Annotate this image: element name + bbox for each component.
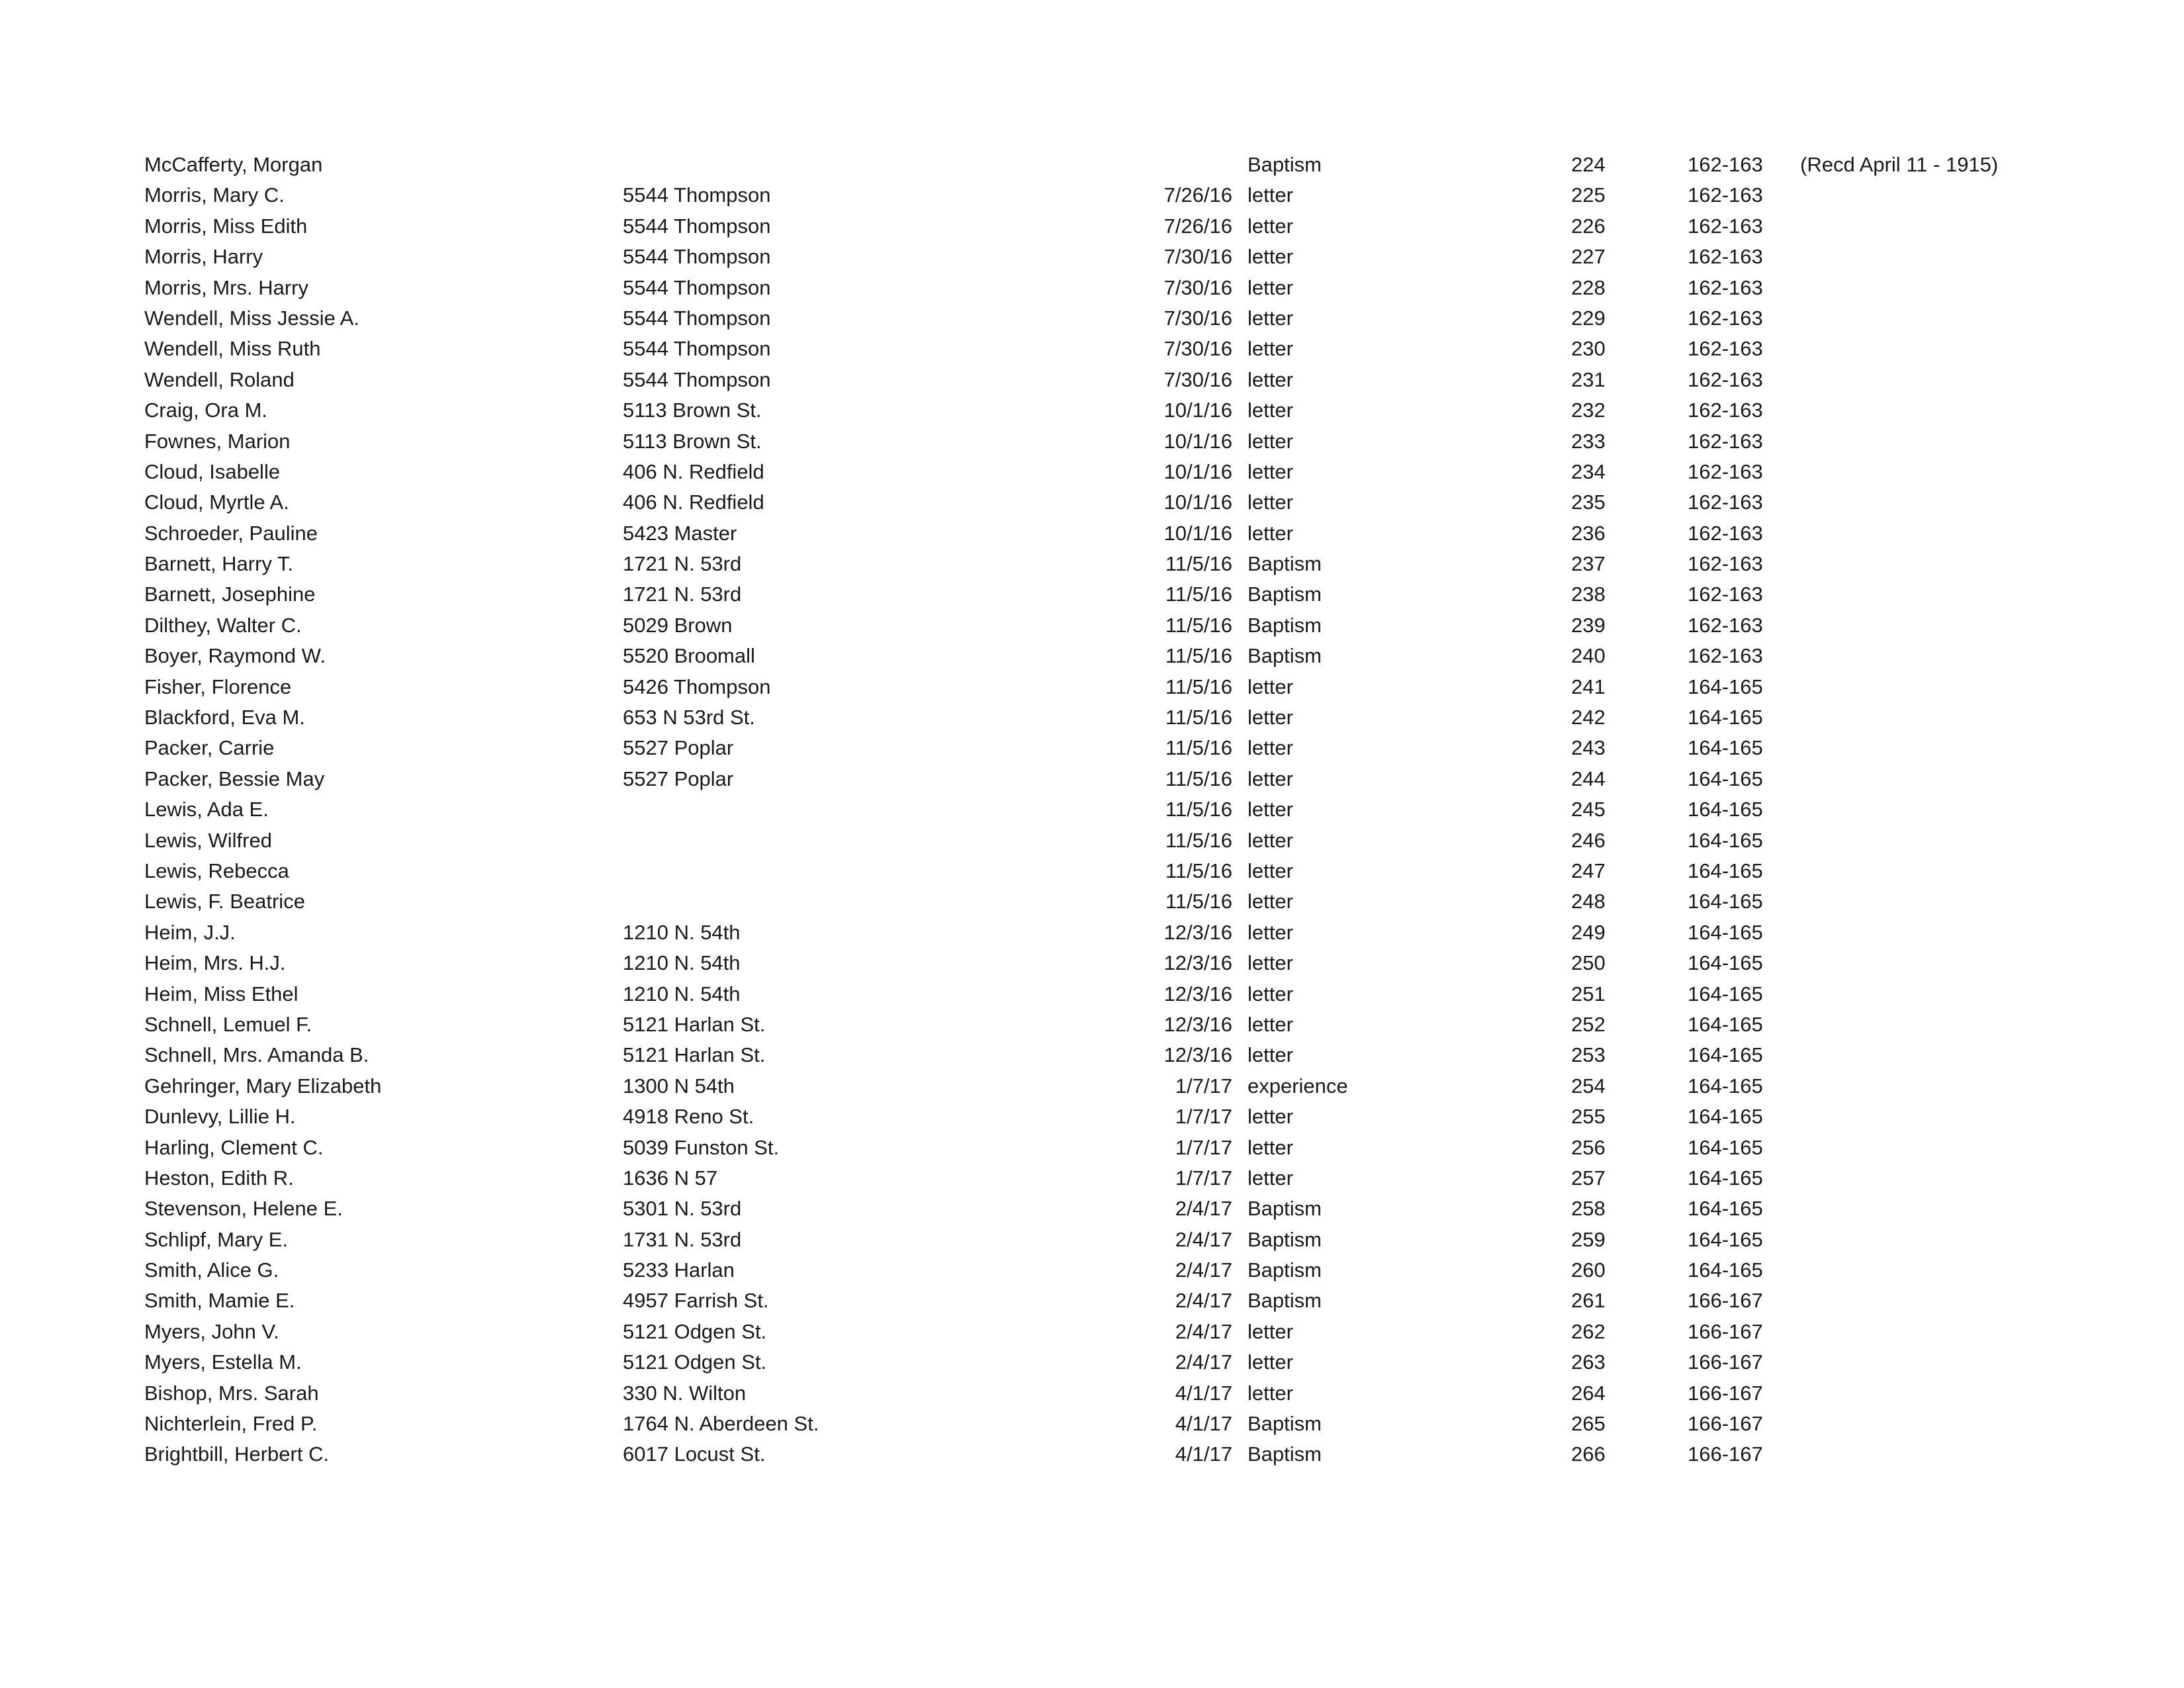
- register-row: [144, 1194, 2103, 1224]
- register-pages: 164-165: [1688, 1258, 1763, 1282]
- member-name: Lewis, F. Beatrice: [144, 890, 305, 914]
- register-row: [144, 825, 2103, 856]
- member-name: Gehringer, Mary Elizabeth: [144, 1074, 382, 1098]
- member-name: Heston, Edith R.: [144, 1166, 294, 1190]
- register-pages: 164-165: [1688, 1012, 1763, 1036]
- register-pages: 162-163: [1688, 367, 1763, 391]
- member-name: Wendell, Miss Ruth: [144, 337, 321, 361]
- member-number: 244: [1571, 767, 1606, 790]
- register-row: [144, 641, 2103, 671]
- register-pages: 164-165: [1688, 1135, 1763, 1159]
- register-pages: 162-163: [1688, 399, 1763, 422]
- register-row: [144, 487, 2103, 518]
- member-number: 239: [1571, 613, 1606, 637]
- register-row: [144, 948, 2103, 978]
- register-pages: 164-165: [1688, 675, 1763, 698]
- register-row: [144, 1133, 2103, 1163]
- received-date: 1/7/17: [1175, 1135, 1232, 1159]
- admission-type: letter: [1248, 245, 1293, 269]
- register-row: [144, 702, 2103, 733]
- register-pages: 164-165: [1688, 706, 1763, 729]
- received-date: 11/5/16: [1165, 644, 1232, 668]
- member-number: 236: [1571, 521, 1606, 545]
- member-address: 5233 Harlan: [623, 1258, 735, 1282]
- register-pages: 164-165: [1688, 1166, 1763, 1190]
- admission-type: Baptism: [1248, 153, 1322, 176]
- register-row: [144, 1071, 2103, 1102]
- admission-type: letter: [1248, 1105, 1293, 1129]
- received-date: 11/5/16: [1165, 736, 1232, 760]
- register-row: [144, 549, 2103, 579]
- member-address: 5121 Harlan St.: [623, 1043, 766, 1067]
- member-name: Wendell, Miss Jessie A.: [144, 306, 360, 330]
- admission-type: letter: [1248, 706, 1293, 729]
- admission-type: letter: [1248, 306, 1293, 330]
- register-row: [144, 1317, 2103, 1347]
- register-pages: 162-163: [1688, 644, 1763, 668]
- member-number: 240: [1571, 644, 1606, 668]
- register-pages: 162-163: [1688, 275, 1763, 299]
- member-address: 1210 N. 54th: [623, 982, 741, 1006]
- member-number: 247: [1571, 859, 1606, 882]
- member-address: 5544 Thompson: [623, 367, 771, 391]
- received-date: 11/5/16: [1165, 767, 1232, 790]
- register-row: [144, 1286, 2103, 1316]
- register-pages: 162-163: [1688, 337, 1763, 361]
- register-pages: 162-163: [1688, 429, 1763, 453]
- register-pages: 166-167: [1688, 1381, 1763, 1405]
- register-row: [144, 672, 2103, 702]
- register-pages: 162-163: [1688, 183, 1763, 207]
- received-date: 7/30/16: [1163, 337, 1232, 361]
- admission-type: letter: [1248, 399, 1293, 422]
- register-row: [144, 1225, 2103, 1255]
- member-address: 1721 N. 53rd: [623, 583, 742, 606]
- received-date: 12/3/16: [1163, 951, 1232, 975]
- register-row: [144, 579, 2103, 610]
- received-date: 4/1/17: [1175, 1412, 1232, 1436]
- member-address: 5029 Brown: [623, 613, 733, 637]
- member-number: 252: [1571, 1012, 1606, 1036]
- member-name: Barnett, Harry T.: [144, 552, 294, 576]
- member-name: Lewis, Rebecca: [144, 859, 289, 882]
- register-pages: 164-165: [1688, 1227, 1763, 1251]
- member-number: 260: [1571, 1258, 1606, 1282]
- member-address: 5527 Poplar: [623, 767, 734, 790]
- member-name: Craig, Ora M.: [144, 399, 268, 422]
- member-number: 253: [1571, 1043, 1606, 1067]
- member-address: 1731 N. 53rd: [623, 1227, 742, 1251]
- member-address: 5113 Brown St.: [623, 429, 762, 453]
- member-number: 231: [1571, 367, 1606, 391]
- received-date: 11/5/16: [1165, 675, 1232, 698]
- received-date: 2/4/17: [1175, 1289, 1232, 1313]
- member-address: 5121 Odgen St.: [623, 1319, 767, 1343]
- register-pages: 164-165: [1688, 828, 1763, 852]
- member-name: Blackford, Eva M.: [144, 706, 305, 729]
- register-row: [144, 426, 2103, 457]
- register-row: [144, 457, 2103, 487]
- admission-type: Baptism: [1248, 644, 1322, 668]
- member-address: 653 N 53rd St.: [623, 706, 755, 729]
- register-row: [144, 794, 2103, 825]
- member-number: 251: [1571, 982, 1606, 1006]
- register-pages: 162-163: [1688, 491, 1763, 514]
- register-row: [144, 395, 2103, 426]
- register-pages: 162-163: [1688, 214, 1763, 238]
- admission-type: letter: [1248, 367, 1293, 391]
- received-date: 7/26/16: [1163, 214, 1232, 238]
- member-name: Fisher, Florence: [144, 675, 292, 698]
- register-row: [144, 856, 2103, 886]
- member-name: Lewis, Wilfred: [144, 828, 272, 852]
- member-address: 5121 Odgen St.: [623, 1350, 767, 1374]
- admission-type: letter: [1248, 429, 1293, 453]
- admission-type: Baptism: [1248, 1412, 1322, 1436]
- member-name: Cloud, Isabelle: [144, 459, 281, 483]
- admission-type: letter: [1248, 890, 1293, 914]
- member-number: 225: [1571, 183, 1606, 207]
- member-number: 262: [1571, 1319, 1606, 1343]
- admission-type: letter: [1248, 1135, 1293, 1159]
- admission-type: letter: [1248, 767, 1293, 790]
- register-row: [144, 1255, 2103, 1286]
- member-number: 257: [1571, 1166, 1606, 1190]
- received-date: 11/5/16: [1165, 706, 1232, 729]
- member-address: 4918 Reno St.: [623, 1105, 754, 1129]
- register-row: [144, 1378, 2103, 1409]
- member-address: 5544 Thompson: [623, 183, 771, 207]
- register-pages: 162-163: [1688, 583, 1763, 606]
- register-pages: 164-165: [1688, 920, 1763, 944]
- member-address: 1210 N. 54th: [623, 920, 741, 944]
- received-date: 11/5/16: [1165, 613, 1232, 637]
- member-name: Myers, John V.: [144, 1319, 279, 1343]
- member-address: 5520 Broomall: [623, 644, 755, 668]
- register-pages: 166-167: [1688, 1442, 1763, 1466]
- member-name: Stevenson, Helene E.: [144, 1197, 343, 1221]
- member-number: 256: [1571, 1135, 1606, 1159]
- member-number: 261: [1571, 1289, 1606, 1313]
- member-name: Packer, Bessie May: [144, 767, 325, 790]
- received-date: 10/1/16: [1163, 521, 1232, 545]
- received-date: 10/1/16: [1163, 429, 1232, 453]
- received-date: 11/5/16: [1165, 859, 1232, 882]
- member-address: 5426 Thompson: [623, 675, 771, 698]
- register-row: [144, 180, 2103, 211]
- received-date: 12/3/16: [1163, 1012, 1232, 1036]
- member-address: 5039 Funston St.: [623, 1135, 780, 1159]
- register-row: [144, 365, 2103, 395]
- register-row: [144, 303, 2103, 334]
- member-address: 1210 N. 54th: [623, 951, 741, 975]
- member-address: 1300 N 54th: [623, 1074, 735, 1098]
- register-pages: 166-167: [1688, 1412, 1763, 1436]
- membership-register: [144, 150, 2103, 1470]
- admission-type: letter: [1248, 982, 1293, 1006]
- admission-type: letter: [1248, 1166, 1293, 1190]
- member-name: Schnell, Mrs. Amanda B.: [144, 1043, 369, 1067]
- received-date: 2/4/17: [1175, 1319, 1232, 1343]
- register-pages: 164-165: [1688, 890, 1763, 914]
- member-name: Barnett, Josephine: [144, 583, 316, 606]
- member-name: Nichterlein, Fred P.: [144, 1412, 318, 1436]
- received-date: 7/30/16: [1163, 367, 1232, 391]
- received-date: 12/3/16: [1163, 1043, 1232, 1067]
- received-date: 2/4/17: [1175, 1197, 1232, 1221]
- register-pages: 164-165: [1688, 859, 1763, 882]
- received-date: 2/4/17: [1175, 1350, 1232, 1374]
- register-pages: 162-163: [1688, 552, 1763, 576]
- member-name: Schnell, Lemuel F.: [144, 1012, 312, 1036]
- register-row: [144, 917, 2103, 948]
- row-note: (Recd April 11 - 1915): [1800, 153, 1999, 176]
- admission-type: letter: [1248, 736, 1293, 760]
- register-pages: 162-163: [1688, 153, 1763, 176]
- admission-type: letter: [1248, 275, 1293, 299]
- register-row: [144, 1409, 2103, 1439]
- member-name: Myers, Estella M.: [144, 1350, 302, 1374]
- register-pages: 166-167: [1688, 1350, 1763, 1374]
- member-address: 5544 Thompson: [623, 306, 771, 330]
- admission-type: Baptism: [1248, 613, 1322, 637]
- register-row: [144, 733, 2103, 763]
- member-address: 6017 Locust St.: [623, 1442, 766, 1466]
- admission-type: letter: [1248, 491, 1293, 514]
- member-address: 5423 Master: [623, 521, 737, 545]
- member-number: 258: [1571, 1197, 1606, 1221]
- admission-type: letter: [1248, 675, 1293, 698]
- member-name: Bishop, Mrs. Sarah: [144, 1381, 319, 1405]
- member-number: 264: [1571, 1381, 1606, 1405]
- member-name: Heim, J.J.: [144, 920, 236, 944]
- register-row: [144, 764, 2103, 794]
- member-number: 234: [1571, 459, 1606, 483]
- register-row: [144, 518, 2103, 549]
- member-number: 249: [1571, 920, 1606, 944]
- member-name: Lewis, Ada E.: [144, 798, 269, 821]
- register-pages: 164-165: [1688, 736, 1763, 760]
- member-name: Dilthey, Walter C.: [144, 613, 302, 637]
- admission-type: Baptism: [1248, 583, 1322, 606]
- member-name: Morris, Mary C.: [144, 183, 285, 207]
- member-address: 5527 Poplar: [623, 736, 734, 760]
- register-row: [144, 211, 2103, 242]
- received-date: 7/30/16: [1163, 306, 1232, 330]
- member-name: Boyer, Raymond W.: [144, 644, 326, 668]
- member-number: 246: [1571, 828, 1606, 852]
- member-number: 243: [1571, 736, 1606, 760]
- received-date: 7/30/16: [1163, 245, 1232, 269]
- register-pages: 162-163: [1688, 306, 1763, 330]
- received-date: 11/5/16: [1165, 583, 1232, 606]
- admission-type: letter: [1248, 214, 1293, 238]
- admission-type: Baptism: [1248, 552, 1322, 576]
- member-name: Brightbill, Herbert C.: [144, 1442, 330, 1466]
- member-number: 237: [1571, 552, 1606, 576]
- register-pages: 164-165: [1688, 1105, 1763, 1129]
- member-address: 1721 N. 53rd: [623, 552, 742, 576]
- admission-type: letter: [1248, 521, 1293, 545]
- member-address: 5544 Thompson: [623, 245, 771, 269]
- member-address: 406 N. Redfield: [623, 491, 764, 514]
- member-name: Morris, Miss Edith: [144, 214, 308, 238]
- member-number: 226: [1571, 214, 1606, 238]
- received-date: 2/4/17: [1175, 1258, 1232, 1282]
- member-number: 263: [1571, 1350, 1606, 1374]
- member-number: 254: [1571, 1074, 1606, 1098]
- register-pages: 164-165: [1688, 1074, 1763, 1098]
- register-pages: 166-167: [1688, 1289, 1763, 1313]
- member-number: 248: [1571, 890, 1606, 914]
- member-number: 228: [1571, 275, 1606, 299]
- member-name: Harling, Clement C.: [144, 1135, 324, 1159]
- member-address: 5113 Brown St.: [623, 399, 762, 422]
- register-row: [144, 1102, 2103, 1132]
- register-pages: 162-163: [1688, 459, 1763, 483]
- register-pages: 164-165: [1688, 1043, 1763, 1067]
- admission-type: letter: [1248, 1043, 1293, 1067]
- received-date: 10/1/16: [1163, 399, 1232, 422]
- register-row: [144, 610, 2103, 641]
- received-date: 11/5/16: [1165, 890, 1232, 914]
- register-pages: 162-163: [1688, 521, 1763, 545]
- member-name: Heim, Mrs. H.J.: [144, 951, 286, 975]
- admission-type: Baptism: [1248, 1289, 1322, 1313]
- admission-type: experience: [1248, 1074, 1348, 1098]
- member-number: 229: [1571, 306, 1606, 330]
- admission-type: Baptism: [1248, 1197, 1322, 1221]
- member-address: 5544 Thompson: [623, 337, 771, 361]
- received-date: 11/5/16: [1165, 798, 1232, 821]
- register-row: [144, 1439, 2103, 1470]
- member-name: Morris, Mrs. Harry: [144, 275, 308, 299]
- member-name: Smith, Mamie E.: [144, 1289, 295, 1313]
- register-row: [144, 1163, 2103, 1194]
- member-number: 242: [1571, 706, 1606, 729]
- admission-type: letter: [1248, 1012, 1293, 1036]
- received-date: 7/30/16: [1163, 275, 1232, 299]
- register-row: [144, 886, 2103, 917]
- register-pages: 164-165: [1688, 1197, 1763, 1221]
- member-address: 5544 Thompson: [623, 275, 771, 299]
- admission-type: Baptism: [1248, 1227, 1322, 1251]
- received-date: 10/1/16: [1163, 459, 1232, 483]
- register-row: [144, 150, 2103, 180]
- member-address: 1764 N. Aberdeen St.: [623, 1412, 819, 1436]
- member-number: 224: [1571, 153, 1606, 176]
- member-number: 230: [1571, 337, 1606, 361]
- member-number: 245: [1571, 798, 1606, 821]
- admission-type: letter: [1248, 828, 1293, 852]
- member-number: 250: [1571, 951, 1606, 975]
- member-address: 406 N. Redfield: [623, 459, 764, 483]
- member-name: Dunlevy, Lillie H.: [144, 1105, 296, 1129]
- member-number: 232: [1571, 399, 1606, 422]
- received-date: 4/1/17: [1175, 1442, 1232, 1466]
- member-name: McCafferty, Morgan: [144, 153, 323, 176]
- admission-type: letter: [1248, 798, 1293, 821]
- admission-type: Baptism: [1248, 1258, 1322, 1282]
- member-number: 233: [1571, 429, 1606, 453]
- member-number: 255: [1571, 1105, 1606, 1129]
- register-row: [144, 979, 2103, 1009]
- register-row: [144, 273, 2103, 303]
- admission-type: letter: [1248, 183, 1293, 207]
- received-date: 12/3/16: [1163, 982, 1232, 1006]
- member-number: 238: [1571, 583, 1606, 606]
- admission-type: letter: [1248, 459, 1293, 483]
- member-address: 5544 Thompson: [623, 214, 771, 238]
- admission-type: Baptism: [1248, 1442, 1322, 1466]
- received-date: 12/3/16: [1163, 920, 1232, 944]
- register-pages: 164-165: [1688, 982, 1763, 1006]
- member-address: 4957 Farrish St.: [623, 1289, 769, 1313]
- member-address: 5121 Harlan St.: [623, 1012, 766, 1036]
- received-date: 10/1/16: [1163, 491, 1232, 514]
- register-row: [144, 1347, 2103, 1378]
- member-address: 330 N. Wilton: [623, 1381, 747, 1405]
- member-name: Heim, Miss Ethel: [144, 982, 298, 1006]
- received-date: 1/7/17: [1175, 1166, 1232, 1190]
- register-pages: 162-163: [1688, 245, 1763, 269]
- admission-type: letter: [1248, 920, 1293, 944]
- member-number: 259: [1571, 1227, 1606, 1251]
- member-number: 241: [1571, 675, 1606, 698]
- register-row: [144, 1040, 2103, 1070]
- member-name: Fownes, Marion: [144, 429, 291, 453]
- register-row: [144, 1009, 2103, 1040]
- member-name: Morris, Harry: [144, 245, 263, 269]
- member-number: 265: [1571, 1412, 1606, 1436]
- register-row: [144, 334, 2103, 364]
- member-name: Schlipf, Mary E.: [144, 1227, 289, 1251]
- received-date: 1/7/17: [1175, 1105, 1232, 1129]
- admission-type: letter: [1248, 859, 1293, 882]
- register-pages: 164-165: [1688, 767, 1763, 790]
- register-row: [144, 242, 2103, 272]
- received-date: 11/5/16: [1165, 828, 1232, 852]
- member-number: 266: [1571, 1442, 1606, 1466]
- member-name: Wendell, Roland: [144, 367, 295, 391]
- received-date: 11/5/16: [1165, 552, 1232, 576]
- admission-type: letter: [1248, 1350, 1293, 1374]
- received-date: 1/7/17: [1175, 1074, 1232, 1098]
- member-number: 235: [1571, 491, 1606, 514]
- member-name: Cloud, Myrtle A.: [144, 491, 289, 514]
- admission-type: letter: [1248, 951, 1293, 975]
- member-name: Schroeder, Pauline: [144, 521, 318, 545]
- received-date: 7/26/16: [1163, 183, 1232, 207]
- member-name: Packer, Carrie: [144, 736, 275, 760]
- member-name: Smith, Alice G.: [144, 1258, 279, 1282]
- register-pages: 164-165: [1688, 951, 1763, 975]
- register-pages: 162-163: [1688, 613, 1763, 637]
- received-date: 4/1/17: [1175, 1381, 1232, 1405]
- received-date: 2/4/17: [1175, 1227, 1232, 1251]
- register-pages: 164-165: [1688, 798, 1763, 821]
- member-number: 227: [1571, 245, 1606, 269]
- admission-type: letter: [1248, 1381, 1293, 1405]
- admission-type: letter: [1248, 1319, 1293, 1343]
- member-address: 5301 N. 53rd: [623, 1197, 742, 1221]
- admission-type: letter: [1248, 337, 1293, 361]
- register-pages: 166-167: [1688, 1319, 1763, 1343]
- member-address: 1636 N 57: [623, 1166, 718, 1190]
